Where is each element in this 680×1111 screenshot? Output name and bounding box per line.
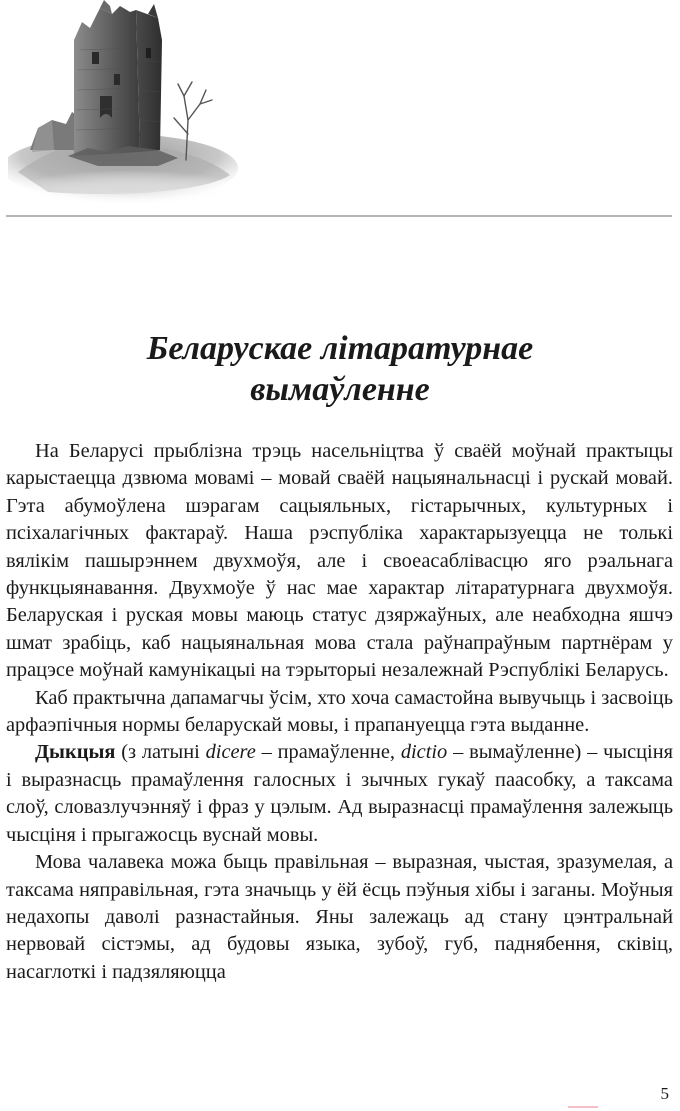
paragraph-4: Мова чалавека можа быць правільная – выразная, чыстая, зразумелая, а таксама няправільная, гэта значыць у ёй ёсць пэўныя хібы і заганы. Моўныя недахопы даволі разнастайныя. Яны залежаць ад стану цэнтральнай нервовай сістэмы, ад будовы языка, зубоў, губ, паднябення, сківіц, насаглоткі і падзяляюцца [6,851,673,983]
paragraph-3-part-3: – вымаўленне) – чысціня і выразнасць прамаўлення галосных і зычных гукаў паасобку, а таксама слоў, словазлучэнняў і фраз у цэлым. Ад выразнасці прамаўлення залежыць чысціня і прыгажосць вуснай мовы. [6,741,674,846]
body-text [6,438,673,986]
page-title [0,328,680,410]
header-divider [6,215,672,217]
latin-word-dicere: dicere [205,741,256,764]
castle-tower-illustration [8,0,240,205]
latin-word-dictio: dictio [400,741,448,764]
paragraph-3 [6,739,673,849]
title-line-2: вымаўленне [250,371,430,408]
page-edge-mark [568,1106,598,1108]
paragraph-3-part-1: (з латыні [115,741,206,764]
term-diction: Дыкцыя [35,741,116,764]
page-number: 5 [660,1084,669,1103]
title-line-1: Беларускае літаратурнае [146,330,534,367]
paragraph-1: На Беларусі прыблізна трэць насельніцтва ў сваёй моўнай практыцы карыстаецца дзвюма мовамі – мовай сваёй нацыянальнасці і рускай мовай. Гэта абумоўлена шэрагам сацыяльных, гістарычных, культурных і псіхалагічных фактараў. Наша рэспубліка характарызуецца не толькі вялікім пашырэннем двухмоўя, але і своеасаблівасцю яго рэальнага функцыянавання. Двухмоўе ў нас мае характар літаратурнага двухмоўя. Беларуская і руская мовы маюць статус дзяржаўных, але неабходна яшчэ шмат зрабіць, каб нацыянальная мова стала раўнапраўным партнёрам у працэсе моўнай камунікацыі на тэрыторыі незалежнай Рэспублікі Беларусь. [6,440,673,682]
paragraph-3-part-2: – прамаўленне, [255,741,401,764]
paragraph-2: Каб практычна дапамагчы ўсім, хто хоча самастойна вывучыць і засвоіць арфаэпічныя нормы беларускай мовы, і прапануецца гэта выданне. [6,686,673,737]
